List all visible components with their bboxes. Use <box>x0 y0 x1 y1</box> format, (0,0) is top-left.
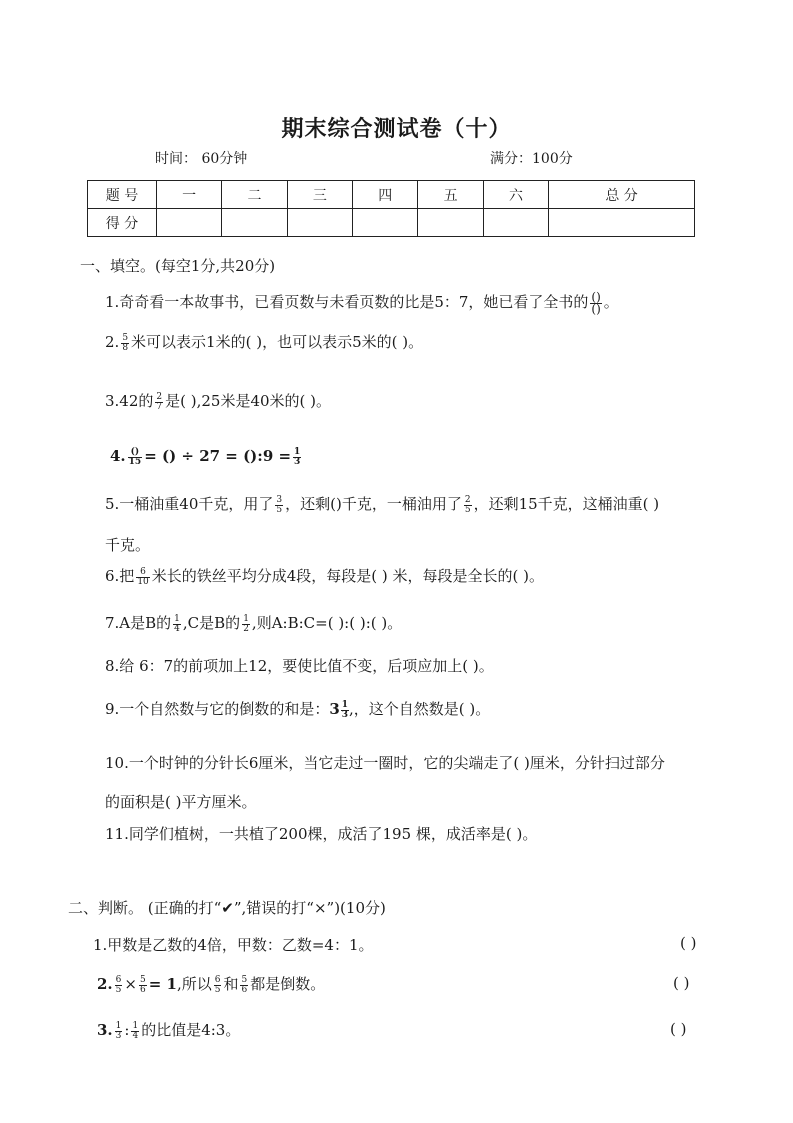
question-1-5: 5.一桶油重40千克，用了 $\frac{3}{5}$ ，还剩()千克，一桶油用了 $\frac{2}{5}$ ，还剩15千克，这桶油重( ) <box>105 494 660 515</box>
question-1-10: 10.一个时钟的分针长6厘米，当它走过一圈时，它的尖端走了( )厘米，分针扫过部分 <box>105 754 665 772</box>
header-cell: 四 <box>353 181 418 209</box>
j3-fraction-2: $\frac{1}{4}$ <box>132 1020 139 1041</box>
score-cell[interactable] <box>483 209 548 237</box>
q5-fraction: $\frac{3}{5}$ <box>276 494 283 515</box>
q1-text: 1.奇奇看一本故事书，已看页数与未看页数的比是5：7，她已看了全书的 <box>105 293 589 311</box>
score-cell[interactable] <box>222 209 287 237</box>
page-title: 期末综合测试卷（十） <box>281 116 512 142</box>
header-cell: 题 号 <box>88 181 157 209</box>
answer-paren-2[interactable]: ( ) <box>673 974 690 992</box>
question-1-3: 3.42的 $\frac{2}{7}$ 是( ),25米是40米的( )。 <box>105 391 332 412</box>
header-cell: 二 <box>222 181 287 209</box>
judgement-1: 1.甲数是乙数的4倍，甲数：乙数=4：1。 <box>93 936 374 954</box>
question-1-2: 2. $\frac{5}{8}$ 米可以表示1米的( )，也可以表示5米的( )。 <box>105 332 424 353</box>
score-cell[interactable] <box>353 209 418 237</box>
full-score-label: 满分：100分 <box>490 151 573 167</box>
j3-fraction-1: $\frac{1}{3}$ <box>115 1020 122 1041</box>
answer-paren-1[interactable]: ( ) <box>680 934 697 952</box>
header-cell: 总 分 <box>549 181 695 209</box>
score-table-header-row <box>88 181 695 209</box>
time-label: 时间： 60分钟 <box>155 151 248 167</box>
q6-fraction: $\frac{6}{10}$ <box>137 566 149 587</box>
section2-heading: 二、判断。 (正确的打“✔”,错误的打“×”)(10分) <box>68 899 386 917</box>
answer-paren-3[interactable]: ( ) <box>670 1020 687 1038</box>
score-cell[interactable] <box>549 209 695 237</box>
q4-fraction-result: $\frac{1}{3}$ <box>294 446 301 467</box>
q7-fraction-2: $\frac{1}{2}$ <box>243 613 249 634</box>
header-cell: 三 <box>287 181 352 209</box>
question-1-1: 1.奇奇看一本故事书，已看页数与未看页数的比是5：7，她已看了全书的 $\frac{()}{()}$ 。 <box>105 289 619 316</box>
q7-fraction: $\frac{1}{4}$ <box>174 613 180 634</box>
header-cell: 六 <box>483 181 548 209</box>
j2-fraction-4: $\frac{5}{6}$ <box>241 974 248 995</box>
score-cell[interactable] <box>157 209 222 237</box>
j2-fraction-1: $\frac{6}{5}$ <box>115 974 122 995</box>
question-1-11: 11.同学们植树，一共植了200棵，成活了195 棵，成活率是( )。 <box>105 825 538 843</box>
header-cell: 五 <box>418 181 483 209</box>
q2-fraction: $\frac{5}{8}$ <box>122 332 129 353</box>
judgement-3: 3. $\frac{1}{3}$ : $\frac{1}{4}$ 的比值是4:3。 <box>97 1020 241 1041</box>
score-cell[interactable] <box>287 209 352 237</box>
q4-fraction: $\frac{()}{15}$ <box>128 446 142 467</box>
score-table-score-row <box>88 209 695 237</box>
j2-fraction-3: $\frac{6}{5}$ <box>214 974 221 995</box>
score-table <box>87 180 695 237</box>
header-cell: 一 <box>157 181 222 209</box>
question-1-9: 9.一个自然数与它的倒数的和是：3 $\frac{1}{3}$ ,，这个自然数是( )。 <box>105 699 491 720</box>
score-cell[interactable] <box>418 209 483 237</box>
j2-fraction-2: $\frac{5}{6}$ <box>139 974 146 995</box>
q9-mixed-number: 3 $\frac{1}{3}$ <box>329 699 349 720</box>
q5-fraction-2: $\frac{2}{5}$ <box>464 494 471 515</box>
q1-fraction: $\frac{()}{()}$ <box>591 289 601 316</box>
question-1-7: 7.A是B的 $\frac{1}{4}$ ,C是B的 $\frac{1}{2}$ ,则A:B:C=( ):( ):( )。 <box>105 613 403 634</box>
question-1-5-line2: 千克。 <box>105 536 151 554</box>
judgement-2: 2. $\frac{6}{5}$ × $\frac{5}{6}$ = 1,所以 $\frac{6}{5}$ 和 $\frac{5}{6}$ 都是倒数。 <box>97 974 326 995</box>
q3-fraction: $\frac{2}{7}$ <box>156 391 163 412</box>
question-1-8: 8.给 6：7的前项加上12，要使比值不变，后项应加上( )。 <box>105 657 494 675</box>
question-1-10-line2: 的面积是( )平方厘米。 <box>105 793 257 811</box>
question-1-6: 6.把 $\frac{6}{10}$ 米长的铁丝平均分成4段，每段是( ) 米，每段是全长的( )。 <box>105 566 545 587</box>
row-label-cell: 得 分 <box>88 209 157 237</box>
question-1-4: 4. $\frac{()}{15}$ = () ÷ 27 = ():9 = $\frac{1}{3}$ <box>110 446 301 467</box>
section1-heading: 一、填空。(每空1分,共20分) <box>80 257 276 275</box>
